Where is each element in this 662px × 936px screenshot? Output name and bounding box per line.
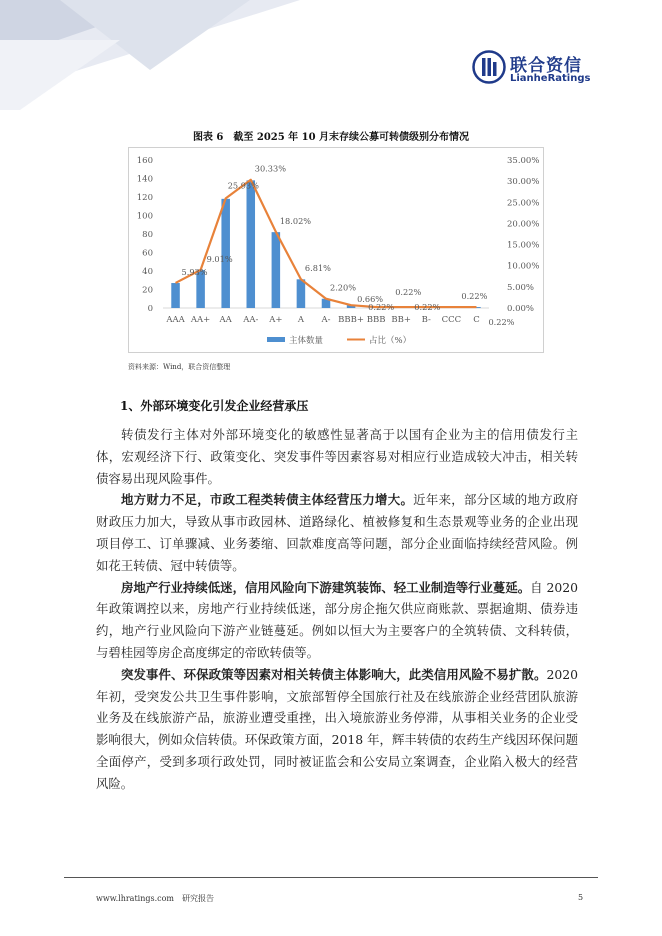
y-left-tick-label: 80	[142, 230, 153, 240]
y-left-tick-label: 40	[142, 267, 153, 277]
y-left-tick-label: 20	[142, 285, 153, 296]
section-heading: 1、外部环境变化引发企业经营承压	[120, 399, 309, 413]
data-label: 0.22%	[395, 287, 422, 298]
data-label: 6.81%	[304, 263, 331, 274]
bar-aa-minus	[247, 180, 256, 308]
figure-title: 图表 6 截至 2025 年 10 月末存续公募可转债级别分布情况	[192, 132, 470, 143]
x-tick-label: A	[297, 315, 304, 325]
y-left-tick-label: 140	[136, 174, 153, 185]
data-label: 0.22%	[461, 291, 488, 302]
y-left-tick-label: 160	[136, 156, 153, 166]
data-label: 9.01%	[206, 253, 233, 264]
y-left-tick-label: 120	[136, 193, 153, 203]
bar-a-minusplus	[272, 232, 281, 308]
bar-aaa	[171, 283, 180, 308]
x-tick-label: AAA	[166, 315, 185, 325]
data-label: 5.93%	[181, 266, 208, 277]
paragraph: 转债发行主体对外部环境变化的敏感性显著高于以国有企业为主的信用债发行主体，宏观经济下行、政策变化、突发事件等因素容易对相应行业造成较大冲击，相关转债容易出现风险事件。	[96, 427, 578, 486]
x-tick-label: BBB	[366, 315, 386, 325]
x-tick-label: AA-	[243, 315, 259, 325]
logo-english-name: LianheRatings	[510, 73, 591, 84]
data-label: 18.02%	[279, 215, 312, 226]
y-left-tick-label: 60	[142, 248, 153, 259]
y-right-tick-label: 20.00%	[507, 219, 540, 230]
y-right-tick-label: 30.00%	[507, 177, 540, 188]
data-label: 0.22%	[488, 317, 515, 328]
footer-divider	[64, 877, 598, 878]
x-tick-label: A-	[321, 315, 331, 325]
x-tick-label: B-	[421, 315, 431, 325]
y-right-tick-label: 25.00%	[507, 198, 540, 209]
logo-chinese-name: 联合资信	[510, 56, 582, 76]
brand-logo	[472, 50, 592, 90]
legend-label-count: 主体数量	[289, 336, 324, 346]
y-right-tick-label: 0.00%	[507, 304, 535, 314]
data-label: 2.20%	[330, 282, 357, 293]
data-label: 25.93%	[227, 180, 259, 191]
footer-site: www.lhratings.com 研究报告	[96, 894, 215, 903]
y-left-tick-label: 100	[136, 211, 153, 222]
legend-swatch-bar	[267, 337, 285, 342]
y-right-tick-label: 15.00%	[507, 240, 540, 251]
y-left-tick-label: 0	[147, 304, 153, 314]
rating-distribution-chart	[129, 148, 543, 352]
x-tick-label: CCC	[441, 315, 462, 325]
y-right-tick-label: 10.00%	[507, 261, 540, 272]
x-tick-label: AA+	[190, 315, 211, 325]
body-text	[96, 424, 578, 795]
paragraph: 突发事件、环保政策等因素对相关转债主体影响大，此类信用风险不易扩散。2020 年初，受突发公共卫生事件影响，文旅部暂停全国旅行社及在线旅游企业经营团队旅游业务及在线旅游产品，旅游业遭受重挫，出入境旅游业务停滞，从事相关业务的企业受影响很大，例如众信转债。环保政策方面，2018 年，辉丰转债的农药生产线因环保问题全面停产，受到多项行政处罚，同时被证监会和公安局立案调查，企业陷入极大的经营风险。	[96, 666, 578, 791]
x-tick-label: C	[473, 315, 480, 325]
paragraph: 地方财力不足，市政工程类转债主体经营压力增大。近年来，部分区域的地方政府财政压力加大，导致从事市政园林、道路绿化、植被修复和生态景观等业务的企业出现项目停工、订单骤减、业务萎缩、回款难度高等问题，部分企业面临持续经营风险。例如花王转债、冠中转债等。	[96, 492, 578, 573]
y-right-tick-label: 35.00%	[507, 156, 540, 166]
x-tick-label: BBB+	[338, 315, 365, 325]
share-line	[176, 180, 477, 307]
data-label: 0.22%	[368, 302, 395, 313]
bar-a	[297, 279, 306, 308]
x-tick-label: AA	[219, 315, 232, 325]
data-label: 30.33%	[254, 163, 287, 174]
page-number: 5	[578, 893, 584, 902]
legend-label-share: 占比（%）	[369, 336, 412, 346]
paragraph: 房地产行业持续低迷，信用风险向下游建筑装饰、轻工业制造等行业蔓延。自 2020 年政策调控以来，房地产行业持续低迷，部分房企拖欠供应商账款、票据逾期、债券违约，地产行业风险向下游产业链蔓延。例如以恒大为主要客户的全筑转债、文科转债，与碧桂园等房企高度绑定的帝欧转债等。	[96, 579, 579, 660]
x-tick-label: A+	[269, 315, 283, 325]
data-label: 0.66%	[357, 294, 384, 305]
x-tick-label: BB+	[391, 315, 412, 325]
y-right-tick-label: 5.00%	[507, 282, 535, 293]
figure-source: 资料来源：Wind，联合资信整理	[128, 363, 231, 371]
lianhe-logo-icon	[472, 50, 506, 84]
chart-frame	[128, 147, 544, 353]
data-label: 0.22%	[414, 302, 441, 313]
